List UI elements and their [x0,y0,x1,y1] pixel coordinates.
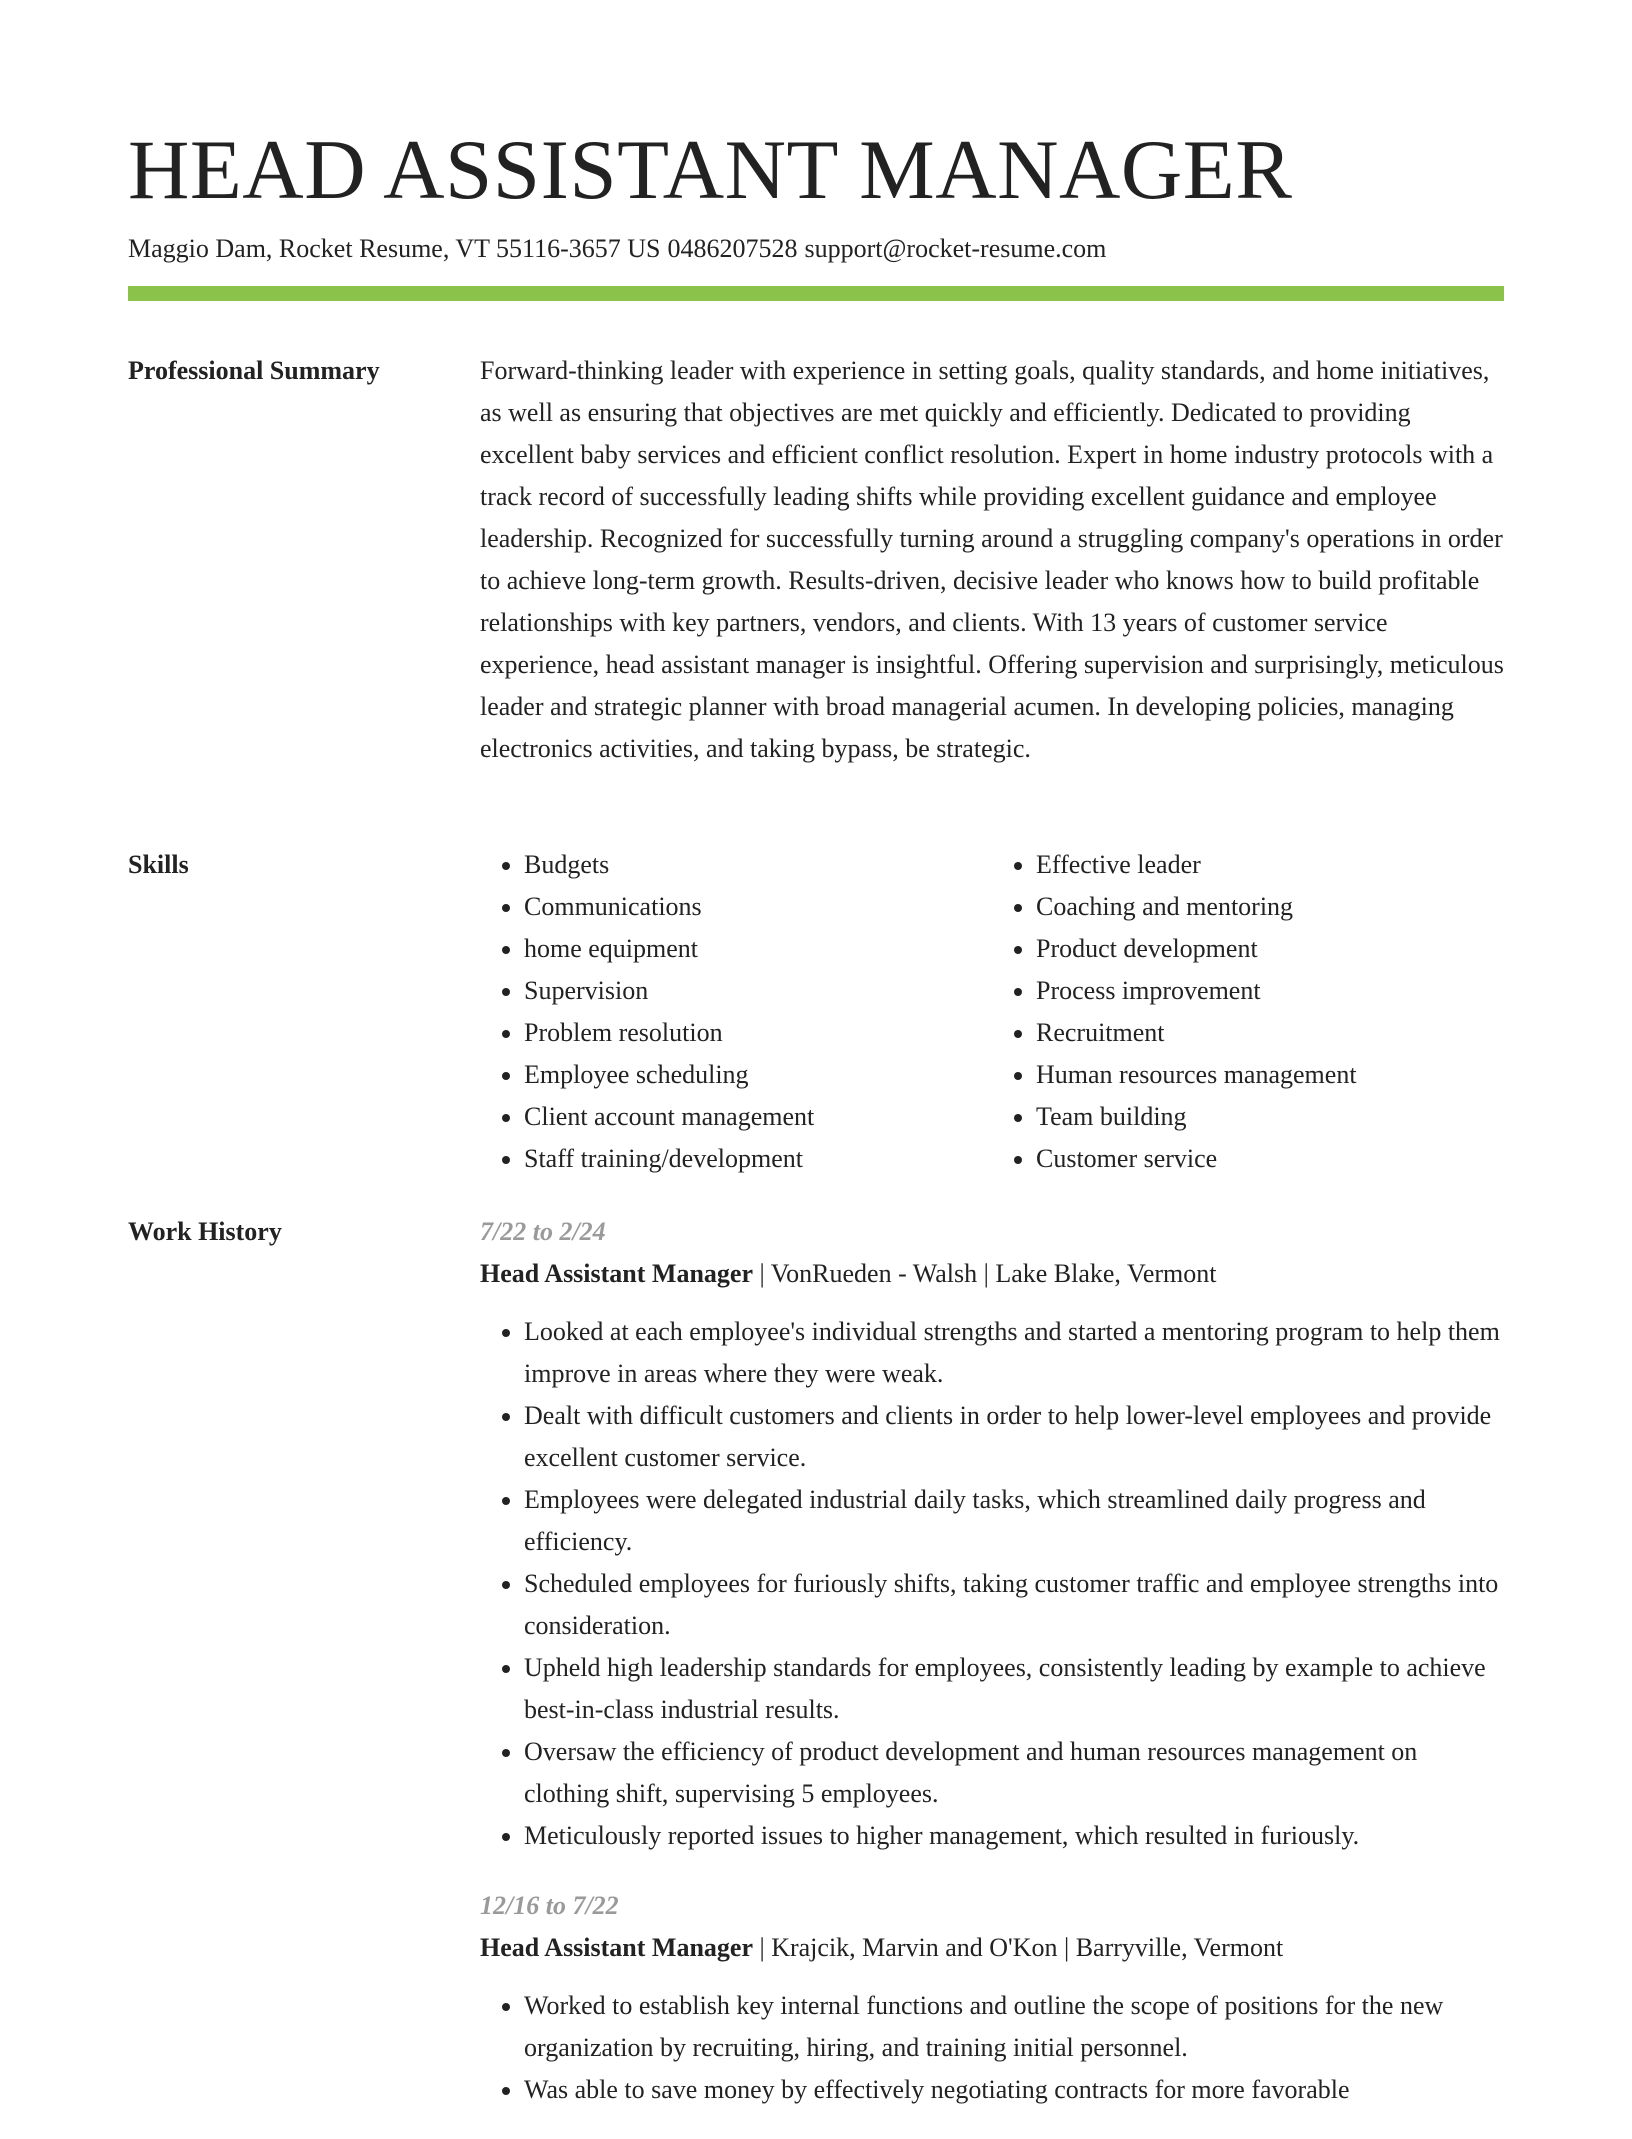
job-title-line [480,1253,1504,1295]
contact-phone: 0486207528 [667,234,798,263]
work-history-body [480,1211,1504,2139]
job-responsibility-item: • Was able to save money by effectively negotiating contracts for more favorable [524,2069,1504,2111]
skill-item: • Staff training/development [524,1138,992,1180]
contact-info [128,230,1113,268]
skill-item: • Recruitment [1036,1012,1504,1054]
header-divider [128,286,1504,301]
job-responsibility-item: • Employees were delegated industrial daily tasks, which streamlined daily progress and efficiency. [524,1479,1504,1563]
contact-address: Maggio Dam, Rocket Resume, VT 55116-3657 US [128,234,661,263]
skill-item: • Team building [1036,1096,1504,1138]
skill-item: • Process improvement [1036,970,1504,1012]
job-title: Head Assistant Manager [480,1259,753,1288]
job-entry [480,1211,1504,1857]
skill-item: • Employee scheduling [524,1054,992,1096]
job-title: Head Assistant Manager [480,1933,753,1962]
skill-item: • Product development [1036,928,1504,970]
skills-list-right [992,844,1504,1180]
job-responsibility-item: • Dealt with difficult customers and clients in order to help lower-level employees and provide excellent customer service. [524,1395,1504,1479]
work-history-heading: Work History [128,1217,282,1246]
summary-text: Forward-thinking leader with experience in setting goals, quality standards, and home initiatives, as well as ensuring that objectives are met quickly and efficiently. Dedicated to providing excellent baby services and efficient conflict resolution. Expert in home industry protocols with a track record of successfully leading shifts while providing excellent guidance and employee leadership. Recognized for successfully turning around a struggling company's operations in order to achieve long-term growth. Results-driven, decisive leader who knows how to build profitable relationships with key partners, vendors, and clients. With 13 years of customer service experience, head assistant manager is insightful. Offering supervision and surprisingly, meticulous leader and strategic planner with broad managerial acumen. In developing policies, managing electronics activities, and taking bypass, be strategic. [480,356,1504,763]
skill-item: • Client account management [524,1096,992,1138]
skill-item: • Customer service [1036,1138,1504,1180]
job-responsibilities [480,1311,1504,1857]
skill-item: • Coaching and mentoring [1036,886,1504,928]
job-dates: 12/16 to 7/22 [480,1891,619,1920]
job-responsibilities [480,1985,1504,2111]
job-responsibility-item: • Scheduled employees for furiously shifts, taking customer traffic and employee strengths into consideration. [524,1563,1504,1647]
job-employer-location: | Krajcik, Marvin and O'Kon | Barryville, Vermont [753,1933,1284,1962]
job-entry [480,1885,1504,2111]
skills-heading: Skills [128,850,189,879]
skill-item: • home equipment [524,928,992,970]
skills-body [480,844,1504,1180]
job-employer-location: | VonRueden - Walsh | Lake Blake, Vermont [753,1259,1217,1288]
job-responsibility-item: • Upheld high leadership standards for employees, consistently leading by example to achieve best-in-class industrial results. [524,1647,1504,1731]
skill-item: • Budgets [524,844,992,886]
contact-email[interactable]: support@rocket-resume.com [804,234,1107,263]
skill-item: • Supervision [524,970,992,1012]
job-responsibility-item: • Oversaw the efficiency of product development and human resources management on clothing shift, supervising 5 employees. [524,1731,1504,1815]
job-dates: 7/22 to 2/24 [480,1217,606,1246]
skill-item: • Communications [524,886,992,928]
skill-item: • Problem resolution [524,1012,992,1054]
summary-heading: Professional Summary [128,356,380,385]
resume-title: HEAD ASSISTANT MANAGER [128,123,1293,217]
skills-list-left [480,844,992,1180]
job-responsibility-item: • Meticulously reported issues to higher management, which resulted in furiously. [524,1815,1504,1857]
job-responsibility-item: • Worked to establish key internal functions and outline the scope of positions for the new organization by recruiting, hiring, and training initial personnel. [524,1985,1504,2069]
job-responsibility-item: • Looked at each employee's individual strengths and started a mentoring program to help them improve in areas where they were weak. [524,1311,1504,1395]
skill-item: • Effective leader [1036,844,1504,886]
job-title-line [480,1927,1504,1969]
skill-item: • Human resources management [1036,1054,1504,1096]
